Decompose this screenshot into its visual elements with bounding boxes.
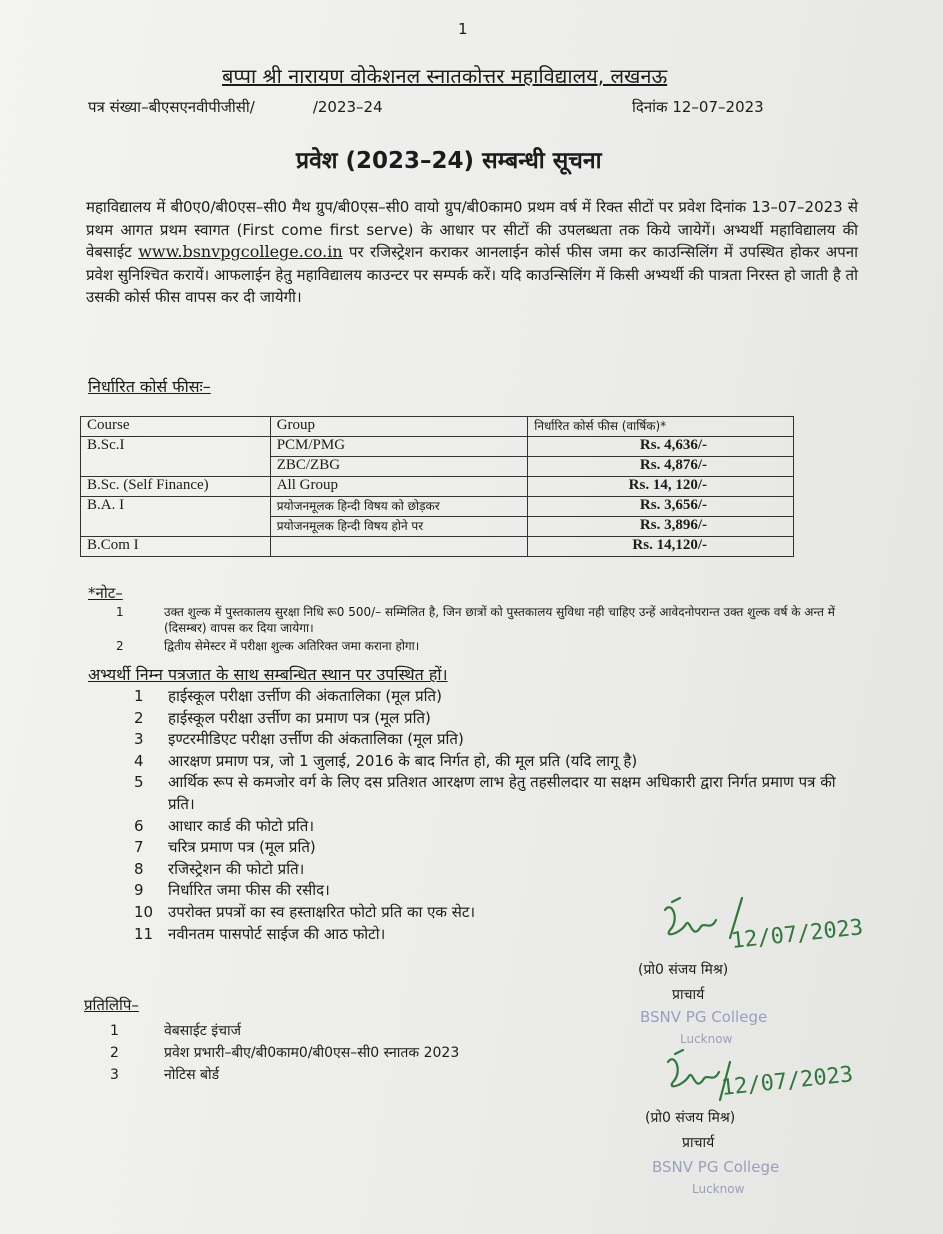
intro-text-2: पर रजिस्ट्रेशन कराकर आनलाईन कोर्स फीस जमा कर काउन्सिलिंग में उपस्थित होकर अपना प्रवेश सुनिश्चित करायें। आफलाईन हेतु महाविद्यालय काउन्टर पर सम्पर्क करें। यदि काउन्सिलिंग में किसी अभ्यर्थी की पात्रता निरस्त हो जाती है तो उसकी कोर्स फीस वापस कर दी जायेगी। bbox=[86, 243, 858, 307]
stamp-2 bbox=[652, 1158, 779, 1196]
signature-2 bbox=[668, 1050, 730, 1100]
item-text: आर्थिक रूप से कमजोर वर्ग के लिए दस प्रतिशत आरक्षण लाभ हेतु तहसीलदार या सक्षम अधिकारी द्वारा निर्गत प्रमाण पत्र की प्रति। bbox=[168, 773, 836, 813]
fee-table-header bbox=[81, 417, 794, 437]
list-item bbox=[134, 708, 854, 730]
header-group: Group bbox=[270, 417, 528, 437]
header-course: Course bbox=[81, 417, 271, 437]
group-cell: प्रयोजनमूलक हिन्दी विषय को छोड़कर bbox=[270, 497, 528, 517]
item-number: 7 bbox=[134, 838, 144, 857]
cc-list bbox=[110, 1020, 459, 1086]
list-item bbox=[134, 729, 854, 751]
list-item bbox=[134, 816, 854, 838]
item-number: 1 bbox=[116, 605, 124, 619]
list-item bbox=[134, 837, 854, 859]
table-row bbox=[81, 437, 794, 457]
list-item bbox=[110, 1042, 459, 1064]
fee-cell: Rs. 4,636/- bbox=[528, 437, 794, 457]
table-row bbox=[81, 537, 794, 557]
item-text: रजिस्ट्रेशन की फोटो प्रति। bbox=[168, 859, 305, 878]
letter-number bbox=[88, 97, 383, 117]
fee-cell: Rs. 14,120/- bbox=[528, 537, 794, 557]
item-text: चरित्र प्रमाण पत्र (मूल प्रति) bbox=[168, 838, 316, 857]
list-item bbox=[110, 1020, 459, 1042]
item-number: 2 bbox=[134, 708, 144, 727]
item-number: 1 bbox=[110, 1023, 119, 1039]
list-item bbox=[134, 772, 854, 815]
signatory-designation: प्राचार्य bbox=[672, 987, 705, 1003]
item-text: हाईस्कूल परीक्षा उर्त्तीण का प्रमाण पत्र (मूल प्रति) bbox=[168, 708, 431, 727]
item-number: 10 bbox=[134, 902, 154, 921]
group-cell: All Group bbox=[270, 477, 528, 497]
intro-text-1: महाविद्यालय में बी0ए0/बी0एस–सी0 मैथ ग्रुप/बी0एस–सी0 वायो ग्रुप/बी0काम0 प्रथम वर्ष में रिक्त सीटों पर प्रवेश दिनांक 13–07–2023 से प्रथम आगत प्रथम स्वागत (First come first serve) के आधार पर सीटों की उपलब्धता तक किये जायेगें। अभ्यर्थी महाविद्यालय की वेबसाईट bbox=[86, 198, 858, 262]
item-number: 1 bbox=[134, 687, 144, 705]
signature-date-2: 12/07/2023 bbox=[720, 1062, 855, 1101]
note-heading: *नोट– bbox=[88, 584, 123, 602]
fee-heading: निर्धारित कोर्स फीसः– bbox=[88, 377, 211, 396]
item-number: 2 bbox=[110, 1045, 119, 1061]
group-cell: PCM/PMG bbox=[270, 437, 528, 457]
course-cell: B.Sc. (Self Finance) bbox=[81, 477, 271, 497]
letter-date: दिनांक 12–07–2023 bbox=[632, 98, 764, 116]
item-text: निर्धारित जमा फीस की रसीद। bbox=[168, 881, 330, 900]
stamp-line: Lucknow bbox=[680, 1032, 733, 1046]
item-text: उक्त शुल्क में पुस्तकालय सुरक्षा निधि रू0 500/– सम्मिलित है, जिन छात्रों को पुस्तकालय सुविधा नही चाहिए उन्हें आवेदनोपरान्त उक्त शुल्क वर्ष के अन्त में (दिसम्बर) वापस कर दिया जायेगा। bbox=[164, 605, 835, 635]
item-text: आधार कार्ड की फोटो प्रति। bbox=[168, 816, 315, 835]
notes-list bbox=[110, 604, 850, 656]
cc-heading: प्रतिलिपि– bbox=[84, 996, 139, 1014]
course-cell: B.Sc.I bbox=[81, 437, 271, 477]
list-item bbox=[134, 859, 854, 881]
table-row bbox=[81, 497, 794, 517]
item-text: नोटिस बोर्ड bbox=[164, 1067, 220, 1083]
item-text: नवीनतम पासपोर्ट साईज की आठ फोटो। bbox=[168, 924, 386, 943]
item-text: आरक्षण प्रमाण पत्र, जो 1 जुलाई, 2016 के बाद निर्गत हो, की मूल प्रति (यदि लागू है) bbox=[168, 751, 638, 770]
fee-table bbox=[80, 416, 794, 557]
signatory-name: (प्रो0 संजय मिश्र) bbox=[645, 1110, 736, 1126]
list-item bbox=[110, 1064, 459, 1086]
fee-cell: Rs. 3,656/- bbox=[528, 497, 794, 517]
list-item bbox=[134, 686, 854, 708]
signatory-name: (प्रो0 संजय मिश्र) bbox=[638, 962, 729, 978]
item-number: 9 bbox=[134, 881, 144, 900]
stamp-line: Lucknow bbox=[692, 1182, 745, 1196]
fee-cell: Rs. 4,876/- bbox=[528, 457, 794, 477]
fee-cell: Rs. 14, 120/- bbox=[528, 477, 794, 497]
item-number: 2 bbox=[116, 639, 124, 653]
item-number: 11 bbox=[134, 924, 154, 943]
course-cell: B.Com I bbox=[81, 537, 271, 557]
page-number: 1 bbox=[458, 20, 468, 38]
signature-date-1: 12/07/2023 bbox=[730, 915, 865, 954]
item-number: 3 bbox=[110, 1067, 119, 1083]
item-number: 8 bbox=[134, 859, 144, 878]
item-number: 6 bbox=[134, 816, 144, 835]
item-text: उपरोक्त प्रपत्रों का स्व हस्ताक्षरित फोटो प्रति का एक सेट। bbox=[168, 902, 476, 921]
stamp-line: BSNV PG College bbox=[652, 1158, 780, 1176]
list-item bbox=[134, 751, 854, 773]
item-text: प्रवेश प्रभारी–बीए/बी0काम0/बी0एस–सी0 स्नातक 2023 bbox=[164, 1045, 460, 1061]
group-cell: प्रयोजनमूलक हिन्दी विषय होने पर bbox=[270, 517, 528, 537]
item-text: इण्टरमीडिएट परीक्षा उर्त्तीण की अंकतालिका (मूल प्रति) bbox=[168, 730, 464, 749]
item-text: हाईस्कूल परीक्षा उर्त्तीण की अंकतालिका (मूल प्रति) bbox=[168, 687, 442, 705]
header-fee: निर्धारित कोर्स फीस (वार्षिक)* bbox=[528, 417, 794, 437]
letter-number-suffix: /2023–24 bbox=[312, 98, 383, 116]
intro-paragraph bbox=[86, 196, 858, 309]
stamp-1 bbox=[640, 1008, 767, 1046]
item-number: 3 bbox=[134, 730, 144, 749]
table-row bbox=[81, 477, 794, 497]
item-text: वेबसाईट इंचार्ज bbox=[164, 1023, 242, 1039]
group-cell bbox=[270, 537, 528, 557]
stamp-line: BSNV PG College bbox=[640, 1008, 768, 1026]
college-name: बप्पा श्री नारायण वोकेशनल स्नातकोत्तर महाविद्यालय, लखनऊ bbox=[222, 64, 668, 88]
item-text: द्वितीय सेमेस्टर में परीक्षा शुल्क अतिरिक्त जमा कराना होगा। bbox=[164, 639, 420, 653]
list-item bbox=[110, 638, 850, 654]
letter-number-prefix: पत्र संख्या–बीएसएनवीपीजीसी/ bbox=[88, 98, 255, 116]
signatory-designation: प्राचार्य bbox=[682, 1135, 715, 1151]
item-number: 5 bbox=[134, 773, 144, 792]
list-item bbox=[110, 604, 850, 636]
website-link[interactable]: www.bsnvpgcollege.co.in bbox=[138, 242, 343, 262]
signature-stamp-area bbox=[620, 890, 865, 1220]
group-cell: ZBC/ZBG bbox=[270, 457, 528, 477]
item-number: 4 bbox=[134, 751, 144, 770]
notice-heading: प्रवेश (2023–24) सम्बन्धी सूचना bbox=[296, 148, 602, 174]
course-cell: B.A. I bbox=[81, 497, 271, 537]
documents-heading: अभ्यर्थी निम्न पत्रजात के साथ सम्बन्धित स्थान पर उपस्थित हों। bbox=[88, 665, 448, 684]
fee-cell: Rs. 3,896/- bbox=[528, 517, 794, 537]
